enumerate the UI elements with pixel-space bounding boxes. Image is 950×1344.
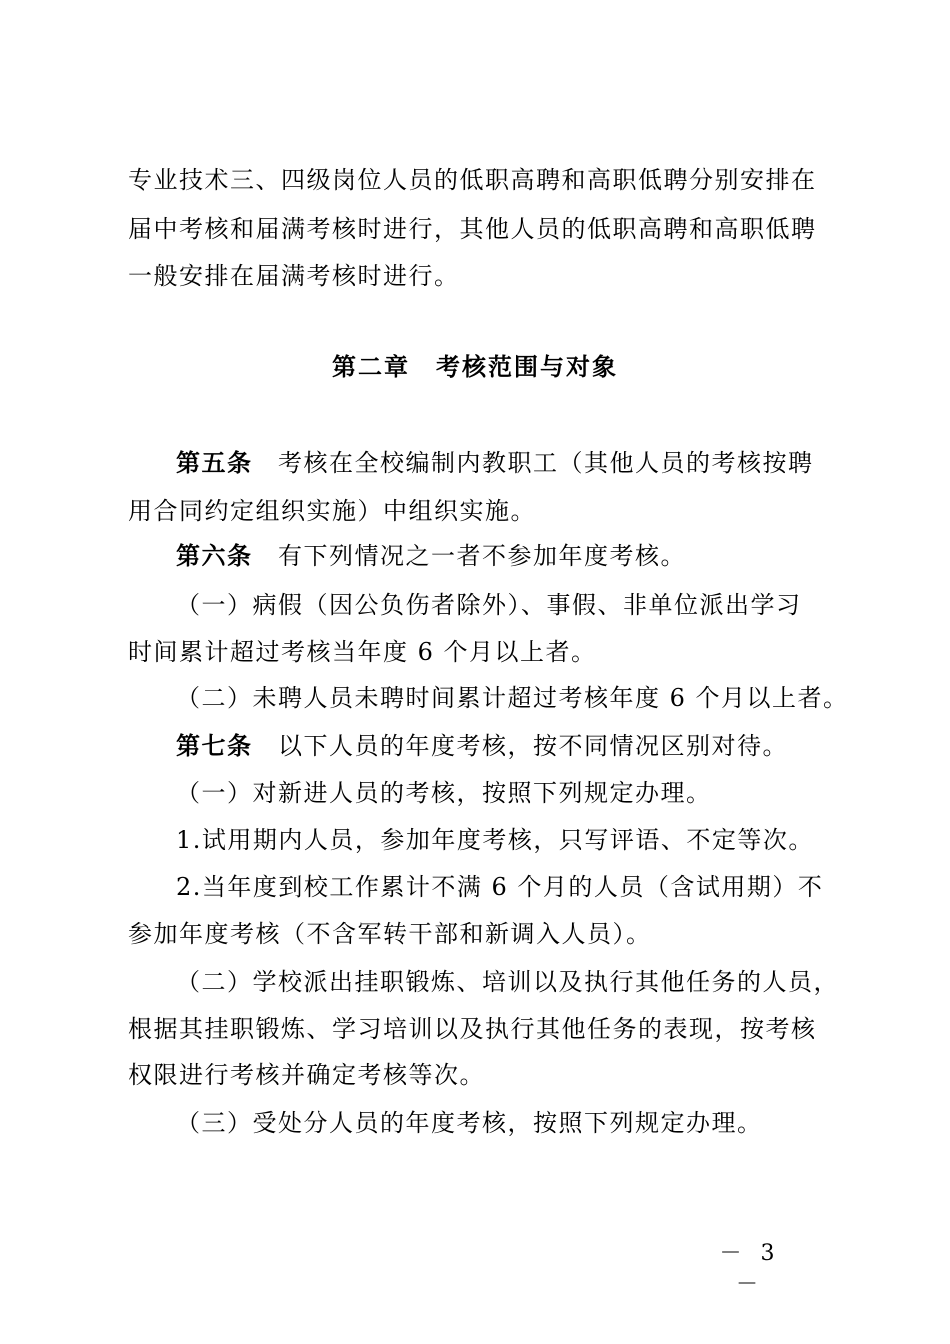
- paragraph-line: 时间累计超过考核当年度 6 个月以上者。: [128, 638, 597, 666]
- article-5-label: 第五条: [176, 449, 253, 477]
- paragraph-line: 专业技术三、四级岗位人员的低职高聘和高职低聘分别安排在: [128, 166, 817, 194]
- paragraph-line: 届中考核和届满考核时进行，其他人员的低职高聘和高职低聘: [128, 215, 817, 243]
- paragraph-line: 权限进行考核并确定考核等次。: [128, 1061, 485, 1089]
- article-6-text: 有下列情况之一者不参加年度考核。: [252, 542, 686, 570]
- paragraph-line: 一般安排在届满考核时进行。: [128, 262, 460, 290]
- paragraph-line: 参加年度考核（不含军转干部和新调入人员）。: [128, 920, 652, 948]
- list-item: （一）对新进人员的考核，按照下列规定办理。: [176, 779, 712, 807]
- article-7: [176, 723, 876, 769]
- paragraph-line: 根据其挂职锻炼、学习培训以及执行其他任务的表现，按考核: [128, 1015, 817, 1043]
- article-6-label: 第六条: [176, 542, 253, 570]
- article-6: [176, 533, 876, 579]
- paragraph-line: 用合同约定组织实施）中组织实施。: [128, 497, 536, 525]
- article-7-label: 第七条: [176, 732, 253, 760]
- list-item: 1.试用期内人员，参加年度考核，只写评语、不定等次。: [176, 826, 814, 854]
- list-item: （一）病假（因公负伤者除外）、事假、非单位派出学习: [176, 591, 802, 619]
- article-5: [176, 440, 876, 486]
- article-5-text: 考核在全校编制内教职工（其他人员的考核按聘: [252, 449, 814, 477]
- article-7-text: 以下人员的年度考核，按不同情况区别对待。: [252, 732, 788, 760]
- page-number: － 3 －: [719, 1241, 781, 1297]
- list-item: （二）未聘人员未聘时间累计超过考核年度 6 个月以上者。: [176, 684, 849, 712]
- list-item: （二）学校派出挂职锻炼、培训以及执行其他任务的人员，: [176, 968, 839, 996]
- list-item: 2.当年度到校工作累计不满 6 个月的人员（含试用期）不: [176, 873, 824, 901]
- chapter-heading: 第二章 考核范围与对象: [332, 353, 618, 381]
- list-item: （三）受处分人员的年度考核，按照下列规定办理。: [176, 1109, 763, 1137]
